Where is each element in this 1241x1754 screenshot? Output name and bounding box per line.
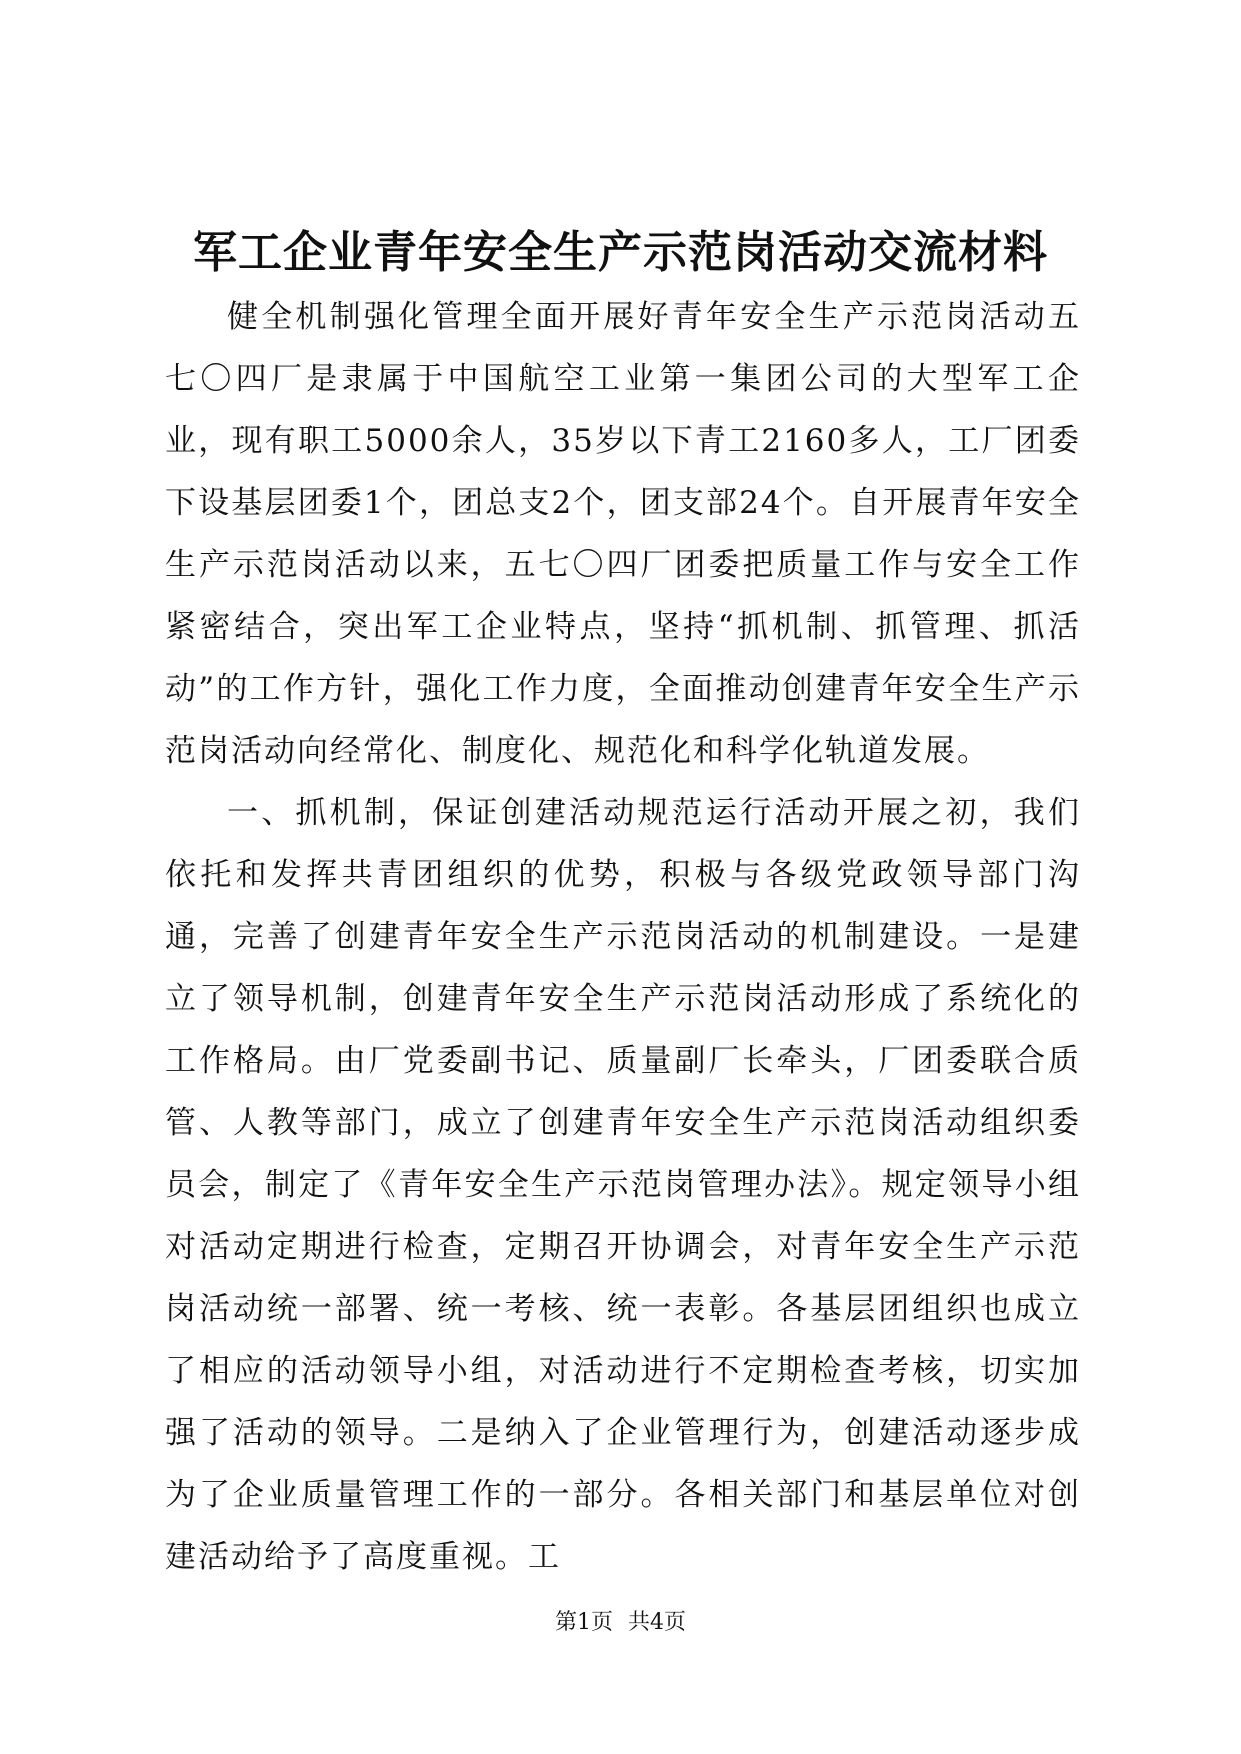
paragraph: 一、抓机制，保证创建活动规范运行活动开展之初，我们依托和发挥共青团组织的优势，积极与各级党政领导部门沟通，完善了创建青年安全生产示范岗活动的机制建设。一是建立了领导机制，创建青年安全生产示范岗活动形成了系统化的工作格局。由厂党委副书记、质量副厂长牵头，厂团委联合质管、人教等部门，成立了创建青年安全生产示范岗活动组织委员会，制定了《青年安全生产示范岗管理办法》。规定领导小组对活动定期进行检查，定期召开协调会，对青年安全生产示范岗活动统一部署、统一考核、统一表彰。各基层团组织也成立了相应的活动领导小组，对活动进行不定期检查考核，切实加强了活动的领导。二是纳入了企业管理行为，创建活动逐步成为了企业质量管理工作的一部分。各相关部门和基层单位对创建活动给予了高度重视。工	[165, 795, 1081, 1575]
document-title: 军工企业青年安全生产示范岗活动交流材料	[193, 227, 1048, 278]
page-total: 共4页	[628, 1610, 686, 1635]
document-body	[165, 286, 1081, 1588]
paragraph: 健全机制强化管理全面开展好青年安全生产示范岗活动五七〇四厂是隶属于中国航空工业第一集团公司的大型军工企业，现有职工5000余人，35岁以下青工2160多人，工厂团委下设基层团委1个，团总支2个，团支部24个。自开展青年安全生产示范岗活动以来，五七〇四厂团委把质量工作与安全工作紧密结合，突出军工企业特点，坚持“抓机制、抓管理、抓活动”的工作方针，强化工作力度，全面推动创建青年安全生产示范岗活动向经常化、制度化、规范化和科学化轨道发展。	[165, 299, 1081, 769]
page-footer	[0, 1608, 1241, 1638]
page-number: 第1页	[555, 1610, 613, 1635]
